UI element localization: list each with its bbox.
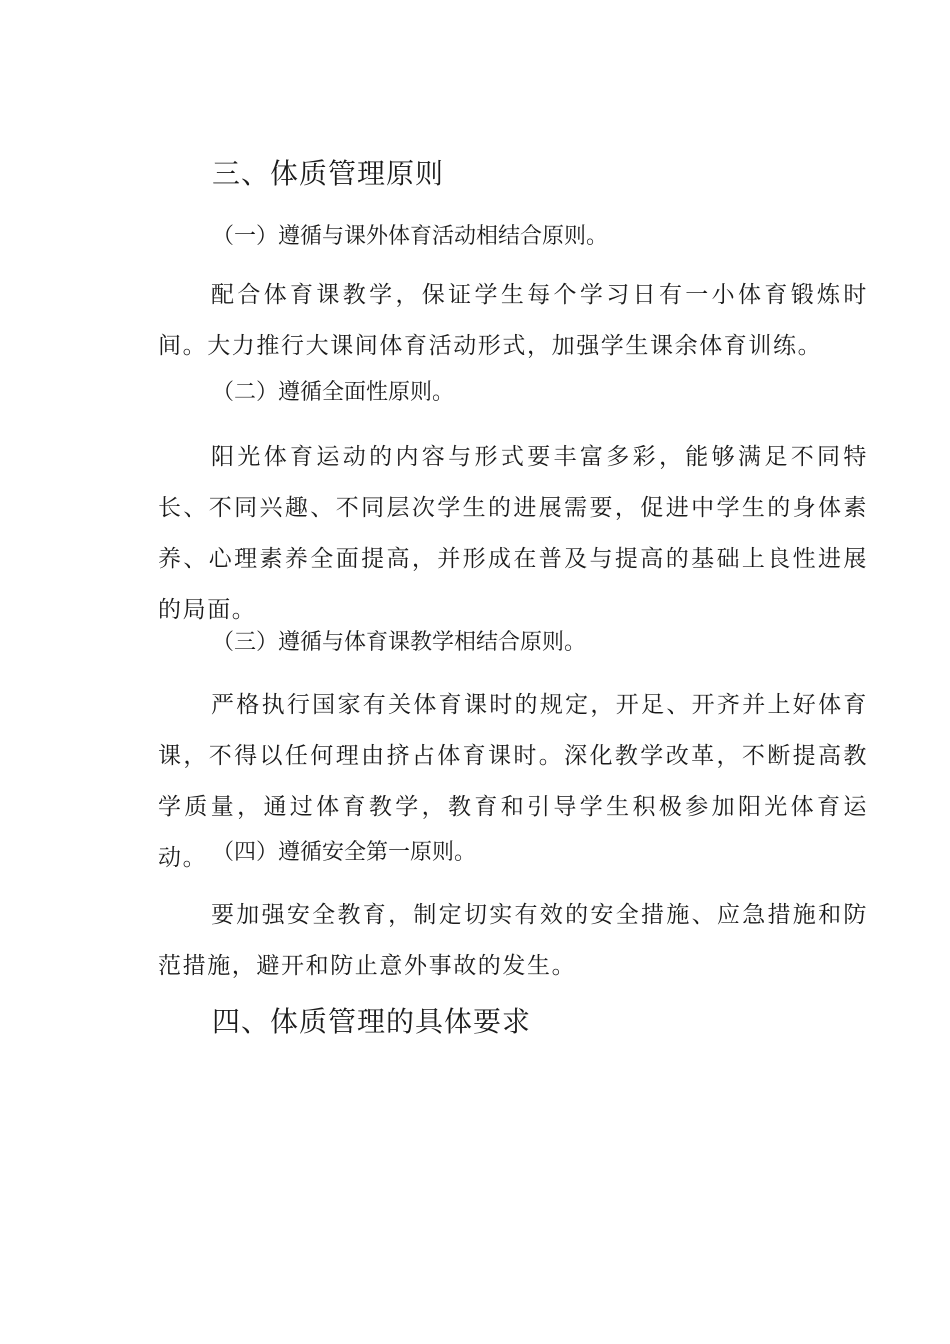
principle-2-paragraph: 阳光体育运动的内容与形式要丰富多彩，能够满足不同特长、不同兴趣、不同层次学生的进展需要，促进中学生的身体素养、心理素养全面提高，并形成在普及与提高的基础上良性进展的局面。: [158, 444, 868, 623]
section-4-heading: 四、体质管理的具体要求: [212, 1005, 532, 1038]
section-3-heading: 三、体质管理原则: [212, 157, 445, 190]
principle-2-heading: （二）遵循全面性原则。: [212, 380, 455, 405]
principle-4-paragraph: 要加强安全教育，制定切实有效的安全措施、应急措施和防范措施，避开和防止意外事故的发生。: [158, 902, 868, 979]
principle-3-paragraph: 严格执行国家有关体育课时的规定，开足、开齐并上好体育课，不得以任何理由挤占体育课时。深化教学改革，不断提高教学质量，通过体育教学，教育和引导学生积极参加阳光体育运动。: [158, 692, 868, 871]
principle-1-paragraph: 配合体育课教学，保证学生每个学习日有一小体育锻炼时间。大力推行大课间体育活动形式，加强学生课余体育训练。: [158, 282, 868, 359]
principle-1-heading: （一）遵循与课外体育活动相结合原则。: [212, 224, 609, 249]
principle-4-heading: （四）遵循安全第一原则。: [212, 840, 477, 865]
principle-3-heading: （三）遵循与体育课教学相结合原则。: [212, 630, 587, 655]
